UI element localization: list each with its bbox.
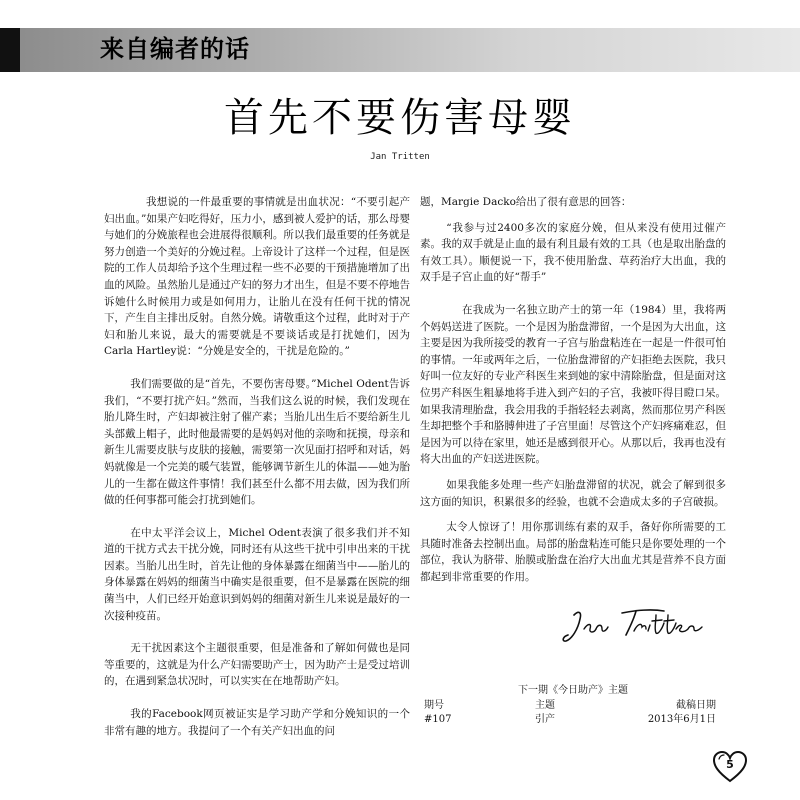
paragraph: 题，Margie Dacko给出了很有意思的回答： — [420, 196, 632, 208]
paragraph: 无干扰因素这个主题很重要，但是准备和了解如何做也是同等重要的，这就是为什么产妇需要助产士，因为助产士是受过培训的，在遇到紧急状况时，可以实实在在地帮助产妇。 — [104, 642, 410, 688]
paragraph: 如果我能多处理一些产妇胎盘滞留的状况，就会了解到很多这方面的知识，积累很多的经验，也就不会造成太多的子宫破损。 — [420, 478, 726, 508]
signature-graphic — [560, 605, 710, 645]
article-title: 首先不要伤害母婴 — [224, 95, 576, 141]
next-issue-heading: 下一期《今日助产》主题 — [518, 685, 628, 696]
paragraph: 我们需要做的是“首先，不要伤害母婴。”Michel Odent告诉我们，“不要打扰产妇。”然而，当我们这么说的时候，我们发现在胎儿降生时，产妇却被注射了催产素；当胎儿出生后不要给新生儿头部戴上帽子，此时他最需要的是妈妈对他的亲吻和抚摸，母亲和新生儿需要皮肤与皮肤的接触，需要第一次见面打招呼和对话，妈妈就像是一个完美的暖气装置，能够调节新生儿的体温——她为胎儿的一生都在做这件事情！我们甚至什么都不用去做，因为我们所做的任何事都可能会打扰到她们。 — [104, 377, 410, 507]
author-signature — [560, 605, 710, 645]
right-column — [420, 194, 726, 594]
column-header: 期号 — [424, 700, 444, 711]
section-title: 来自编者的话 — [100, 35, 250, 63]
article-byline: Jan Tritten — [370, 152, 430, 162]
paragraph: 在我成为一名独立助产士的第一年（1984）里，我将两个妈妈送进了医院。一个是因为胎盘滞留，一个是因为大出血，这主要是因为我所接受的教育一子宫与胎盘粘连在一起是一件很可怕的事情。一年或两年之后，一位胎盘滞留的产妇拒绝去医院，我只好叫一位友好的专业产科医生来到她的家中清除胎盘，但是面对这位男产科医生粗暴地将手进入到产妇的子宫，我被吓得目瞪口呆。如果我清理胎盘，我会用我的手指轻轻去剥离，然而那位男产科医生却把整个手和胳膊伸进了子宫里面！尽管这个产妇疼痛难忍，但是因为可以待在家里，她还是感到很开心。从那以后，我再也没有将大出血的产妇送进医院。 — [420, 303, 726, 466]
paragraph: 太令人惊讶了！用你那训练有素的双手，备好你所需要的工具随时准备去控制出血。局部的胎盘粘连可能只是你要处理的一个部位，我认为脐带、胎膜或胎盘在治疗大出血尤其是营养不良方面都起到非常重要的作用。 — [420, 521, 726, 583]
paragraph: 我的Facebook网页被证实是学习助产学和分娩知识的一个非常有趣的地方。我提问了一个有关产妇出血的问 — [104, 708, 410, 737]
next-issue-table — [420, 684, 726, 727]
page-number-badge — [712, 750, 748, 784]
header-accent-bar — [0, 28, 20, 72]
paragraph: 在中太平洋会议上，Michel Odent表演了很多我们并不知道的干扰方式去干扰分娩，同时还有从这些干扰中引申出来的干扰因素。当胎儿出生时，首先让他的身体暴露在细菌当中——胎儿的身体暴露在妈妈的细菌当中确实是很重要，但不是暴露在医院的细菌当中，人们已经开始意识到妈妈的细菌对新生儿来说是最好的一次接种疫苗。 — [104, 526, 410, 622]
issue-number: #107 — [424, 714, 452, 725]
quote-paragraph: “我参与过2400多次的家庭分娩，但从来没有使用过催产素。我的双手就是止血的最有利且最有效的工具（也是取出胎盘的有效工具）。顺便说一下，我不使用胎盘、草药治疗大出血，我的双手是子宫止血的好“帮手” — [420, 221, 726, 284]
paragraph: 我想说的一件最重要的事情就是出血状况：“不要引起产妇出血。”如果产妇吃得好，压力小，感到被人爱护的话，那么母婴与她们的分娩旅程也会进展得很顺利。所以我们最重要的任务就是努力创造一个美好的分娩过程。上帝设计了这样一个过程，但是医院的工作人员却给予这个生理过程一些不必要的干预措施增加了出血的风险。虽然胎儿是通过产妇的努力才出生，但是不要不停地告诉她什么时候用力或是如何用力，让胎儿在没有任何干扰的情况下，产生自主排出反射。自然分娩。请敬重这个过程，此时对于产妇和胎儿来说，最大的需要就是不要谈话或是打扰她们，因为Carla Hartley说：“分娩是安全的，干扰是危险的。” — [104, 196, 410, 358]
page-number: 5 — [726, 758, 734, 771]
column-header: 主题 — [535, 700, 555, 711]
next-issue-value-row — [420, 713, 726, 727]
next-issue-header-row — [420, 699, 726, 713]
issue-deadline: 2013年6月1日 — [647, 714, 716, 725]
left-column — [104, 194, 410, 748]
column-header: 截稿日期 — [676, 700, 716, 711]
issue-topic: 引产 — [535, 714, 555, 725]
